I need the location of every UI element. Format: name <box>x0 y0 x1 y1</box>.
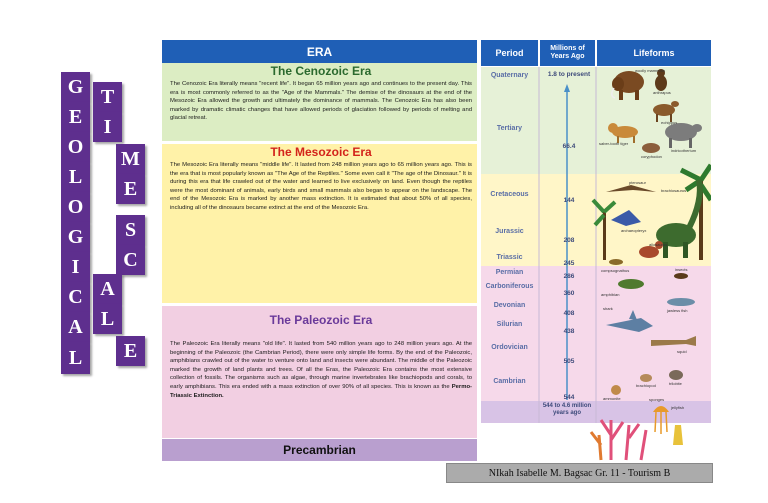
title-letter: S <box>116 215 145 245</box>
mya-label: 408 <box>563 310 575 317</box>
title-letter: A <box>93 274 122 304</box>
title-letter: L <box>93 304 122 334</box>
animal-label: jawless fish <box>667 308 688 313</box>
mya-label: 438 <box>563 328 575 335</box>
amphibian-icon <box>618 279 644 289</box>
period-header: Period <box>481 40 538 66</box>
title-letter: G <box>61 222 90 252</box>
author-credit: NIkah Isabelle M. Bagsac Gr. 11 - Tourism B <box>446 463 713 483</box>
period-label: Cretaceous <box>490 190 529 198</box>
animal-label: woolly mammoth <box>635 68 666 73</box>
mya-label: 144 <box>563 197 575 204</box>
title-letter: G <box>61 72 90 102</box>
period-label: Jurassic <box>495 227 524 235</box>
era-header: ERA <box>162 40 477 63</box>
mya-label: 360 <box>563 290 575 297</box>
mya-label: 505 <box>563 358 575 365</box>
mya-label: 544 <box>563 394 575 401</box>
animal-label: brachiopod <box>636 383 656 388</box>
mesozoic-title: The Mesozoic Era <box>270 145 372 159</box>
period-label: Ordovician <box>491 343 528 351</box>
animal-label: amphibian <box>601 292 620 297</box>
animal-label: squid <box>677 349 687 354</box>
title-letter: E <box>61 102 90 132</box>
jawless-fish-icon <box>667 298 695 306</box>
title-letter: C <box>116 245 145 275</box>
mya-label: 286 <box>563 273 575 280</box>
animal-label: jellyfish <box>671 405 685 410</box>
title-letter: T <box>93 82 122 112</box>
animal-label: compsognathus <box>601 268 630 273</box>
mesozoic-description: The Mesozoic Era literally means "middle life". It lasted from 248 million years ago to 65 million years ago. This is the era that is most popularly known as "The Age of the Reptiles." Some even call it "The age of the Dinosaur." It is during this era that life crawled out of the water and learned to live exclusively on land. Even though the reptiles were the most dominant of animals, early birds and small mammals also began to appear on the landscape. The end of the Mesozoic Era is marked by another mass extinction. It is estimated that about 50% of all species, including all of the dinosaurs became extinct at the end of the Mesozoic Era. <box>170 162 472 211</box>
animal-label: pterosaur <box>629 180 646 185</box>
mya-label: 544 to 4.6 million years ago <box>542 403 592 416</box>
extinction-name: Permo-Triassic Extinction. <box>170 383 472 399</box>
animal-label: indricotherium <box>671 148 697 153</box>
title-letter: E <box>116 336 145 366</box>
animal-label: allosaurus <box>649 242 668 247</box>
ammonite-icon <box>611 385 621 395</box>
cenozoic-section <box>162 63 477 141</box>
title-letter: M <box>116 144 145 174</box>
animal-label: brachiosaurus <box>661 188 687 193</box>
title-letter: L <box>61 342 90 374</box>
lifeforms-header: Lifeforms <box>597 40 711 66</box>
period-label: Permian <box>495 268 524 276</box>
animal-label: trilobite <box>669 381 682 386</box>
period-label: Cambrian <box>493 377 526 385</box>
mya-label: 1.8 to present <box>547 71 591 78</box>
period-label: Tertiary <box>496 125 523 132</box>
animal-label: coryphodon <box>641 154 662 159</box>
paleozoic-description: The Paleozoic Era literally means "old life". It lasted from 540 million years ago to 248 million years ago. At the beginning of the Paleozoic (the Cambrian Period), there were only simple life forms. By the end of the Paleozoic, amphibians crawled out of the water to venture onto land and insects were abundant. The middle of the Paleozoic marked the growth of land plants and trees. Of all the Eras, the Paleozoic Era contains the most extensive collection of fossils. The organisms such as algae, through marine invertebrates like brachiopods and corals, to early amphibians. This era ended with a mass extinction of over 90% of all species. This is known as the Permo-Triassic Extinction. <box>170 341 472 399</box>
animal-label: eohippus <box>661 120 678 125</box>
coryphodon-icon <box>642 143 660 153</box>
period-label: Silurian <box>496 320 523 328</box>
title-letter: L <box>61 162 90 192</box>
title-letter: O <box>61 192 90 222</box>
precambrian-bar: Precambrian <box>162 439 477 461</box>
mya-label: 208 <box>563 237 575 244</box>
title-letter: A <box>61 312 90 342</box>
animal-label: saber-tooth tiger <box>599 141 629 146</box>
mya-header: Millions of Years Ago <box>540 40 595 66</box>
title-letter: O <box>61 132 90 162</box>
era-panel <box>162 40 477 457</box>
mya-label: 245 <box>563 260 575 267</box>
trilobite-icon <box>669 370 683 380</box>
title-letter: I <box>93 112 122 142</box>
cenozoic-title: The Cenozoic Era <box>270 64 372 78</box>
brachiopod-icon <box>640 374 652 382</box>
animal-label: archaeopteryx <box>621 228 647 233</box>
animal-label: insects <box>675 267 688 272</box>
title-letter: E <box>116 174 145 204</box>
title-letter: C <box>61 282 90 312</box>
paleozoic-title: The Paleozoic Era <box>269 313 373 327</box>
mya-label: 66.4 <box>562 143 576 150</box>
mesozoic-section <box>162 144 477 303</box>
compsognathus-icon <box>609 259 623 265</box>
animal-label: anthrapus <box>653 90 671 95</box>
period-label: Triassic <box>496 253 523 261</box>
insects-icon <box>674 273 688 279</box>
period-label: Carboniferous <box>485 282 534 290</box>
period-label: Devonian <box>493 301 526 309</box>
animal-label: shark <box>603 306 613 311</box>
period-label: Quaternary <box>490 71 529 79</box>
cenozoic-description: The Cenozoic Era literally means "recent life". It began 65 million years ago and continues to the present day. This era is most commonly referred to as the "Age of the Mammals." The demise of the dinosaurs at the end of the Mesozoic Era allowed the growth and ultimately the dominance of mammals. The Cenozoic Era has also been marked by dramatic climatic changes that have allowed periods of glaciation followed by periods of melting and glacial retreat. <box>170 81 472 122</box>
paleozoic-section <box>162 306 477 438</box>
animal-label: sponges <box>649 397 665 402</box>
title-letter: I <box>61 252 90 282</box>
coral-sponges-icon <box>591 420 646 460</box>
timeline-chart <box>481 40 711 462</box>
animal-label: ammonite <box>603 396 621 401</box>
